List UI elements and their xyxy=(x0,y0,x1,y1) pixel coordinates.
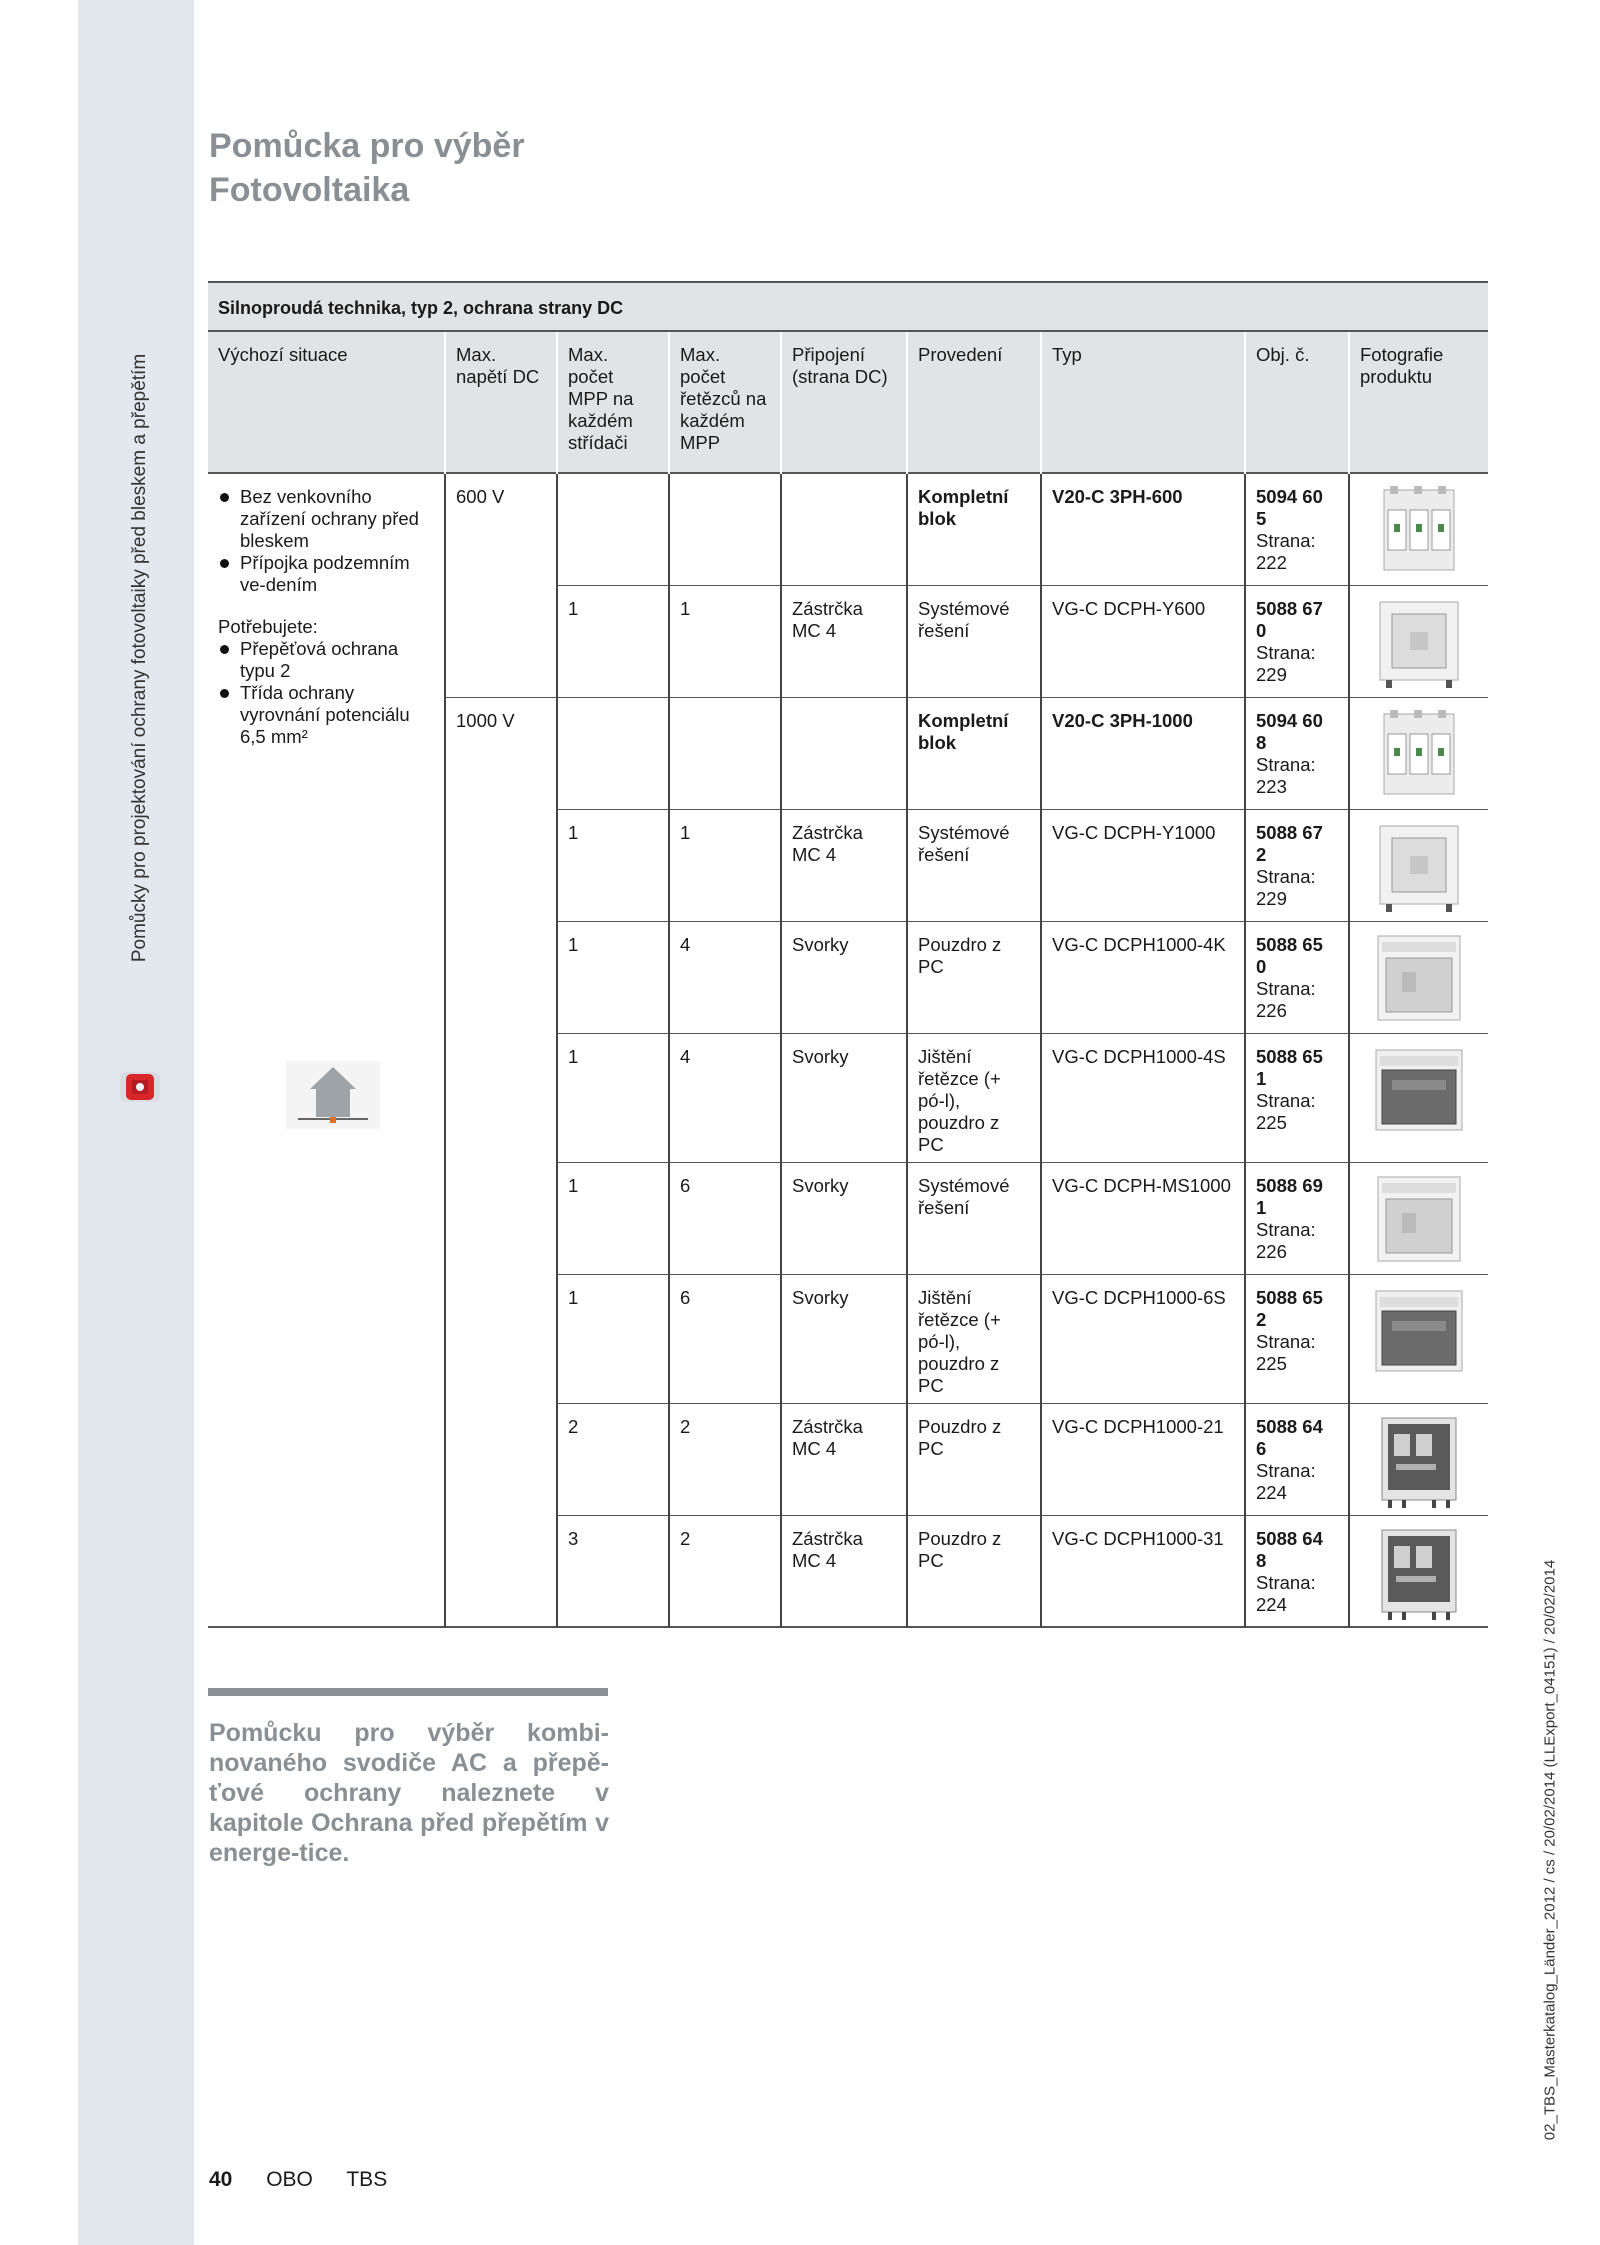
connection-cell: Zástrčka MC 4 xyxy=(781,1403,907,1515)
page-title xyxy=(209,124,525,212)
design-cell: Systémové řešení xyxy=(907,809,1041,921)
selection-table xyxy=(208,281,1488,1628)
header-design: Provedení xyxy=(907,332,1041,473)
type-cell: VG-C DCPH1000-21 xyxy=(1041,1403,1245,1515)
design-cell: Systémové řešení xyxy=(907,1162,1041,1274)
mpp-cell: 1 xyxy=(557,921,669,1033)
situation-list xyxy=(218,486,438,596)
product-photo-icon xyxy=(1354,704,1484,802)
order-number: 5094 60 8 xyxy=(1256,709,1323,753)
sidebar-vertical-text: Pomůcky pro projektování ochrany fotovoltaiky před bleskem a přepětím xyxy=(129,353,150,963)
header-voltage: Max. napětí DC xyxy=(445,332,557,473)
strana-label: Strana: xyxy=(1256,865,1316,887)
design-cell: Pouzdro z PC xyxy=(907,1515,1041,1627)
strana-label: Strana: xyxy=(1256,1089,1316,1111)
design-cell: Kompletní blok xyxy=(907,473,1041,585)
mpp-cell: 1 xyxy=(557,1033,669,1162)
order-cell xyxy=(1245,809,1349,921)
type-cell: V20-C 3PH-600 xyxy=(1041,473,1245,585)
product-photo-icon xyxy=(1354,928,1484,1026)
order-number: 5088 65 1 xyxy=(1256,1045,1323,1089)
strings-cell: 6 xyxy=(669,1274,781,1403)
need-item: Přepěťová ochrana typu 2 xyxy=(218,638,438,682)
catalog-page: 226 xyxy=(1256,999,1287,1021)
strings-cell: 4 xyxy=(669,1033,781,1162)
header-connection: Připojení (strana DC) xyxy=(781,332,907,473)
order-number: 5088 65 0 xyxy=(1256,933,1323,977)
type-cell: V20-C 3PH-1000 xyxy=(1041,697,1245,809)
mpp-cell: 1 xyxy=(557,585,669,697)
mpp-cell xyxy=(557,697,669,809)
strings-cell: 1 xyxy=(669,809,781,921)
product-photo-icon xyxy=(1354,1169,1484,1267)
type-cell: VG-C DCPH1000-4K xyxy=(1041,921,1245,1033)
header-photo: Fotografie produktu xyxy=(1349,332,1488,473)
order-cell xyxy=(1245,697,1349,809)
catalog-page: 229 xyxy=(1256,663,1287,685)
catalog-page: 224 xyxy=(1256,1481,1287,1503)
connection-cell: Svorky xyxy=(781,1274,907,1403)
strings-cell xyxy=(669,697,781,809)
product-photo-icon xyxy=(1354,480,1484,578)
order-number: 5088 65 2 xyxy=(1256,1286,1323,1330)
strana-label: Strana: xyxy=(1256,1330,1316,1352)
vertical-footer: 02_TBS_Masterkatalog_Länder_2012 / cs / 20/02/2014 (LLExport_04151) / 20/02/2014 xyxy=(1541,1559,1559,2141)
strings-cell xyxy=(669,473,781,585)
type-cell: VG-C DCPH-MS1000 xyxy=(1041,1162,1245,1274)
connection-cell: Svorky xyxy=(781,921,907,1033)
table-row xyxy=(208,473,1488,585)
catalog-page: 222 xyxy=(1256,552,1287,573)
catalog-page: 225 xyxy=(1256,1352,1287,1374)
photo-cell xyxy=(1349,473,1488,585)
mpp-cell: 1 xyxy=(557,809,669,921)
photo-cell xyxy=(1349,1162,1488,1274)
order-cell xyxy=(1245,1515,1349,1627)
order-cell xyxy=(1245,1033,1349,1162)
order-cell xyxy=(1245,473,1349,585)
voltage-cell: 600 V xyxy=(445,473,557,697)
strana-label: Strana: xyxy=(1256,1218,1316,1240)
strana-label: Strana: xyxy=(1256,1459,1316,1481)
product-photo-icon xyxy=(1354,1522,1484,1620)
type-cell: VG-C DCPH-Y600 xyxy=(1041,585,1245,697)
mpp-cell: 1 xyxy=(557,1162,669,1274)
connection-cell: Zástrčka MC 4 xyxy=(781,585,907,697)
type-cell: VG-C DCPH1000-31 xyxy=(1041,1515,1245,1627)
photo-cell xyxy=(1349,697,1488,809)
order-number: 5088 64 6 xyxy=(1256,1415,1323,1459)
header-situation: Výchozí situace xyxy=(208,332,445,473)
strings-cell: 6 xyxy=(669,1162,781,1274)
mpp-cell: 2 xyxy=(557,1403,669,1515)
photo-cell xyxy=(1349,1274,1488,1403)
strings-cell: 2 xyxy=(669,1403,781,1515)
situation-item: Bez venkovního zařízení ochrany před bleskem xyxy=(218,486,438,552)
design-cell: Jištění řetězce (+ pó-l), pouzdro z PC xyxy=(907,1033,1041,1162)
order-number: 5088 69 1 xyxy=(1256,1174,1323,1218)
catalog-page: 224 xyxy=(1256,1593,1287,1615)
connection-cell xyxy=(781,697,907,809)
header-mpp: Max. počet MPP na každém střídači xyxy=(557,332,669,473)
connection-cell: Zástrčka MC 4 xyxy=(781,809,907,921)
situation-cell xyxy=(208,473,445,1627)
sidebar xyxy=(78,0,194,2245)
mpp-cell: 3 xyxy=(557,1515,669,1627)
strings-cell: 4 xyxy=(669,921,781,1033)
order-number: 5094 60 5 xyxy=(1256,486,1323,529)
order-number: 5088 67 2 xyxy=(1256,821,1323,865)
order-cell xyxy=(1245,1274,1349,1403)
design-cell: Kompletní blok xyxy=(907,697,1041,809)
order-number: 5088 67 0 xyxy=(1256,597,1323,641)
footer-brand: OBO xyxy=(266,2168,313,2191)
product-photo-icon xyxy=(1354,1410,1484,1508)
connection-cell: Svorky xyxy=(781,1162,907,1274)
need-list xyxy=(218,638,438,748)
design-cell: Pouzdro z PC xyxy=(907,921,1041,1033)
catalog-page: 226 xyxy=(1256,1240,1287,1262)
strings-cell: 1 xyxy=(669,585,781,697)
header-type: Typ xyxy=(1041,332,1245,473)
need-label: Potřebujete: xyxy=(218,616,318,637)
product-photo-icon xyxy=(1354,1040,1484,1138)
design-cell: Jištění řetězce (+ pó-l), pouzdro z PC xyxy=(907,1274,1041,1403)
product-thumbnail-icon xyxy=(118,1068,162,1106)
order-number: 5088 64 8 xyxy=(1256,1527,1323,1571)
mpp-cell: 1 xyxy=(557,1274,669,1403)
situation-item: Přípojka podzemním ve-dením xyxy=(218,552,438,596)
product-photo-icon xyxy=(1354,592,1484,690)
design-cell: Systémové řešení xyxy=(907,585,1041,697)
strana-label: Strana: xyxy=(1256,977,1316,999)
strana-label: Strana: xyxy=(1256,530,1316,551)
product-table xyxy=(208,332,1488,1628)
photo-cell xyxy=(1349,921,1488,1033)
note-text: Pomůcku pro výběr kombi-novaného svodiče AC a přepě-ťové ochrany naleznete v kapitole Ochrana před přepětím v energe-tice. xyxy=(209,1719,609,1867)
photo-cell xyxy=(1349,1515,1488,1627)
strings-cell: 2 xyxy=(669,1515,781,1627)
page-number: 40 xyxy=(209,2168,233,2191)
header-strings: Max. počet řetězců na každém MPP xyxy=(669,332,781,473)
catalog-page: 223 xyxy=(1256,775,1287,797)
strana-label: Strana: xyxy=(1256,641,1316,663)
page-title-line2: Fotovoltaika xyxy=(209,171,410,209)
photo-cell xyxy=(1349,1033,1488,1162)
product-photo-icon xyxy=(1354,1281,1484,1379)
table-caption: Silnoproudá technika, typ 2, ochrana strany DC xyxy=(208,283,1488,332)
table-header-row xyxy=(208,332,1488,473)
photo-cell xyxy=(1349,585,1488,697)
house-icon xyxy=(284,1059,382,1131)
connection-cell: Svorky xyxy=(781,1033,907,1162)
footer-section: TBS xyxy=(346,2168,388,2191)
photo-cell xyxy=(1349,1403,1488,1515)
order-cell xyxy=(1245,585,1349,697)
connection-cell: Zástrčka MC 4 xyxy=(781,1515,907,1627)
connection-cell xyxy=(781,473,907,585)
order-cell xyxy=(1245,1403,1349,1515)
design-cell: Pouzdro z PC xyxy=(907,1403,1041,1515)
catalog-page: 229 xyxy=(1256,887,1287,909)
mpp-cell xyxy=(557,473,669,585)
type-cell: VG-C DCPH1000-6S xyxy=(1041,1274,1245,1403)
strana-label: Strana: xyxy=(1256,1571,1316,1593)
page-title-line1: Pomůcka pro výběr xyxy=(209,127,525,165)
type-cell: VG-C DCPH1000-4S xyxy=(1041,1033,1245,1162)
need-item: Třída ochrany vyrovnání potenciálu 6,5 mm² xyxy=(218,682,438,748)
footer xyxy=(209,2168,415,2192)
product-photo-icon xyxy=(1354,816,1484,914)
voltage-cell: 1000 V xyxy=(445,697,557,1627)
note-separator xyxy=(208,1688,608,1696)
order-cell xyxy=(1245,921,1349,1033)
strana-label: Strana: xyxy=(1256,753,1316,775)
catalog-page: 225 xyxy=(1256,1111,1287,1133)
header-order: Obj. č. xyxy=(1245,332,1349,473)
photo-cell xyxy=(1349,809,1488,921)
type-cell: VG-C DCPH-Y1000 xyxy=(1041,809,1245,921)
order-cell xyxy=(1245,1162,1349,1274)
